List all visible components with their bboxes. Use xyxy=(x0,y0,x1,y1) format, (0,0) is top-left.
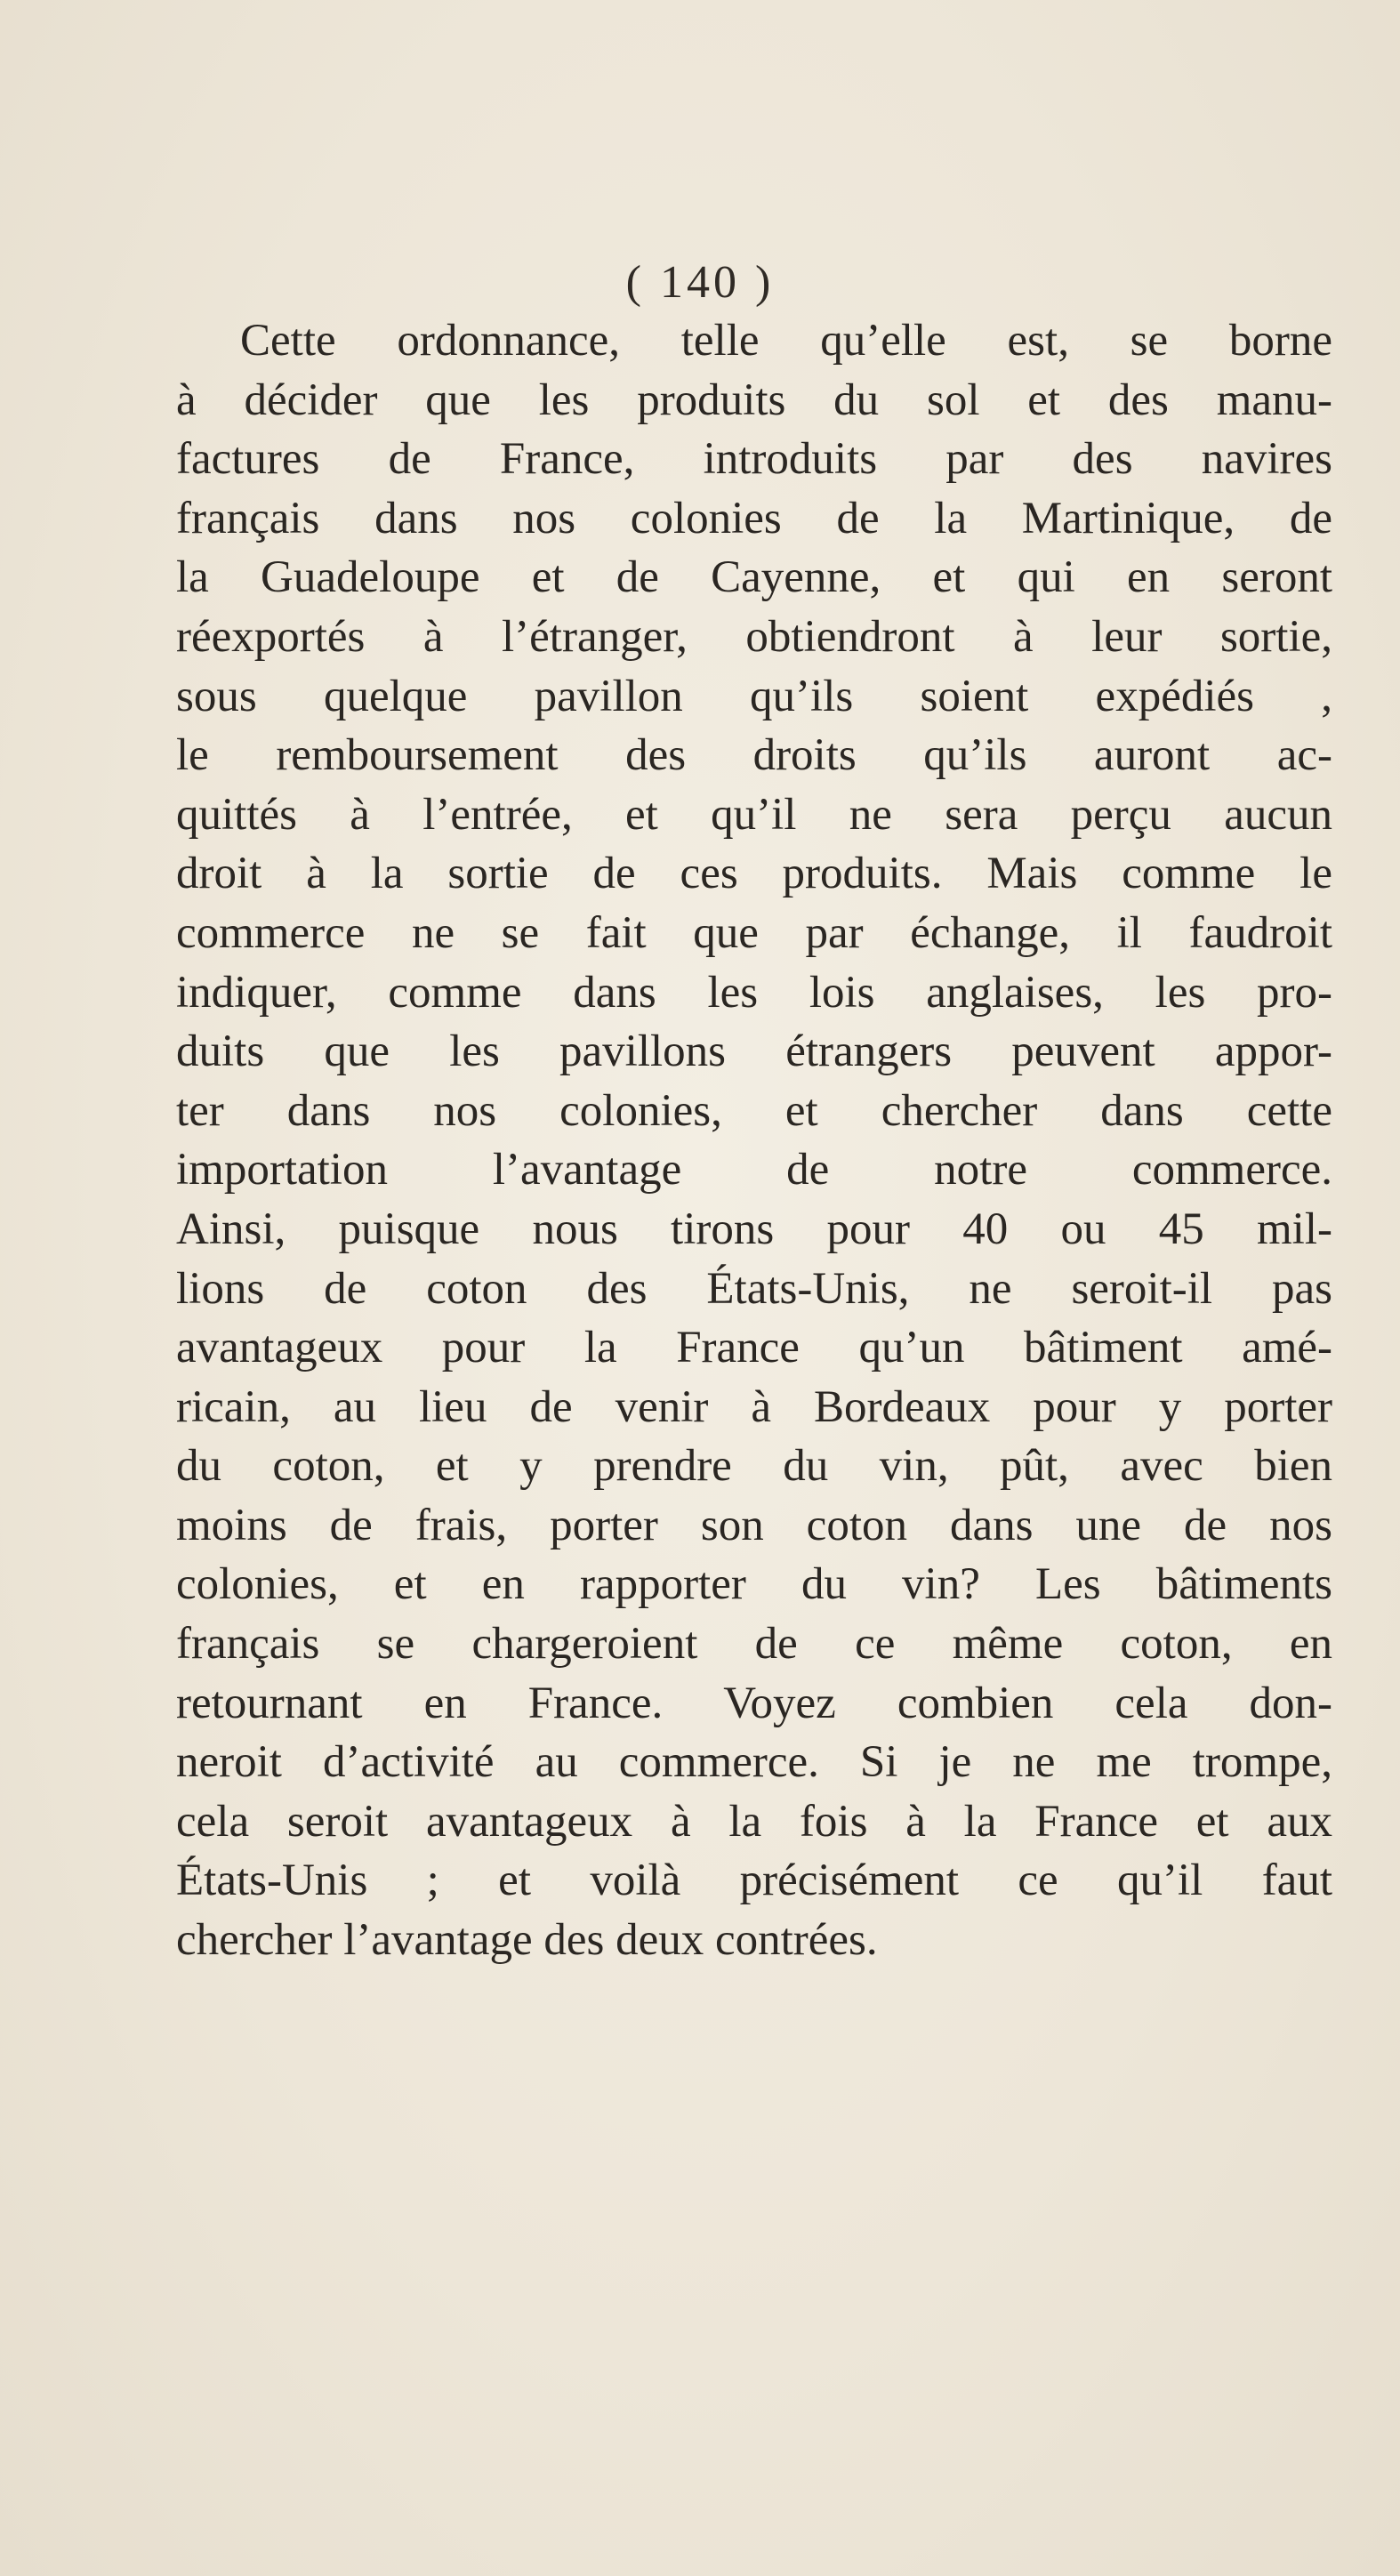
text-line: duits que les pavillons étrangers peuvent appor- xyxy=(176,1026,1332,1077)
text-line: ter dans nos colonies, et chercher dans cette xyxy=(176,1085,1332,1136)
text-line: à décider que les produits du sol et des manu- xyxy=(176,374,1332,425)
text-line: le remboursement des droits qu’ils auront ac- xyxy=(176,730,1332,781)
text-line: Cette ordonnance, telle qu’elle est, se borne xyxy=(240,316,1332,366)
page-number: ( 140 ) xyxy=(625,257,775,308)
text-line: colonies, et en rapporter du vin? Les bâtiments xyxy=(176,1559,1332,1610)
text-line: États-Unis ; et voilà précisément ce qu’il faut xyxy=(176,1856,1332,1906)
text-line: du coton, et y prendre du vin, pût, avec bien xyxy=(176,1441,1332,1492)
text-line: factures de France, introduits par des navires xyxy=(176,434,1332,485)
text-line: chercher l’avantage des deux contrées. xyxy=(176,1915,878,1966)
text-line: Ainsi, puisque nous tirons pour 40 ou 45 mil- xyxy=(176,1203,1332,1254)
text-line: sous quelque pavillon qu’ils soient expédiés , xyxy=(176,671,1332,721)
text-line: français se chargeroient de ce même coton, en xyxy=(176,1619,1332,1670)
text-line: la Guadeloupe et de Cayenne, et qui en seront xyxy=(176,552,1332,603)
text-line: réexportés à l’étranger, obtiendront à leur sortie, xyxy=(176,611,1332,662)
text-line: lions de coton des États-Unis, ne seroit-il pas xyxy=(176,1263,1332,1314)
text-line: importation l’avantage de notre commerce. xyxy=(176,1145,1332,1195)
text-line: commerce ne se fait que par échange, il faudroit xyxy=(176,907,1332,958)
text-line: neroit d’activité au commerce. Si je ne me trompe, xyxy=(176,1737,1332,1788)
text-line: moins de frais, porter son coton dans une de nos xyxy=(176,1500,1332,1550)
text-line: avantageux pour la France qu’un bâtiment amé- xyxy=(176,1323,1332,1373)
text-line: quittés à l’entrée, et qu’il ne sera perçu aucun xyxy=(176,789,1332,840)
text-line: ricain, au lieu de venir à Bordeaux pour y porter xyxy=(176,1381,1332,1432)
text-line: indiquer, comme dans les lois anglaises, les pro- xyxy=(176,967,1332,1018)
body-text xyxy=(176,311,1332,1970)
text-line: droit à la sortie de ces produits. Mais comme le xyxy=(176,849,1332,899)
text-line: cela seroit avantageux à la fois à la France et aux xyxy=(176,1796,1332,1847)
text-line: français dans nos colonies de la Martinique, de xyxy=(176,493,1332,543)
text-line: retournant en France. Voyez combien cela don- xyxy=(176,1678,1332,1728)
